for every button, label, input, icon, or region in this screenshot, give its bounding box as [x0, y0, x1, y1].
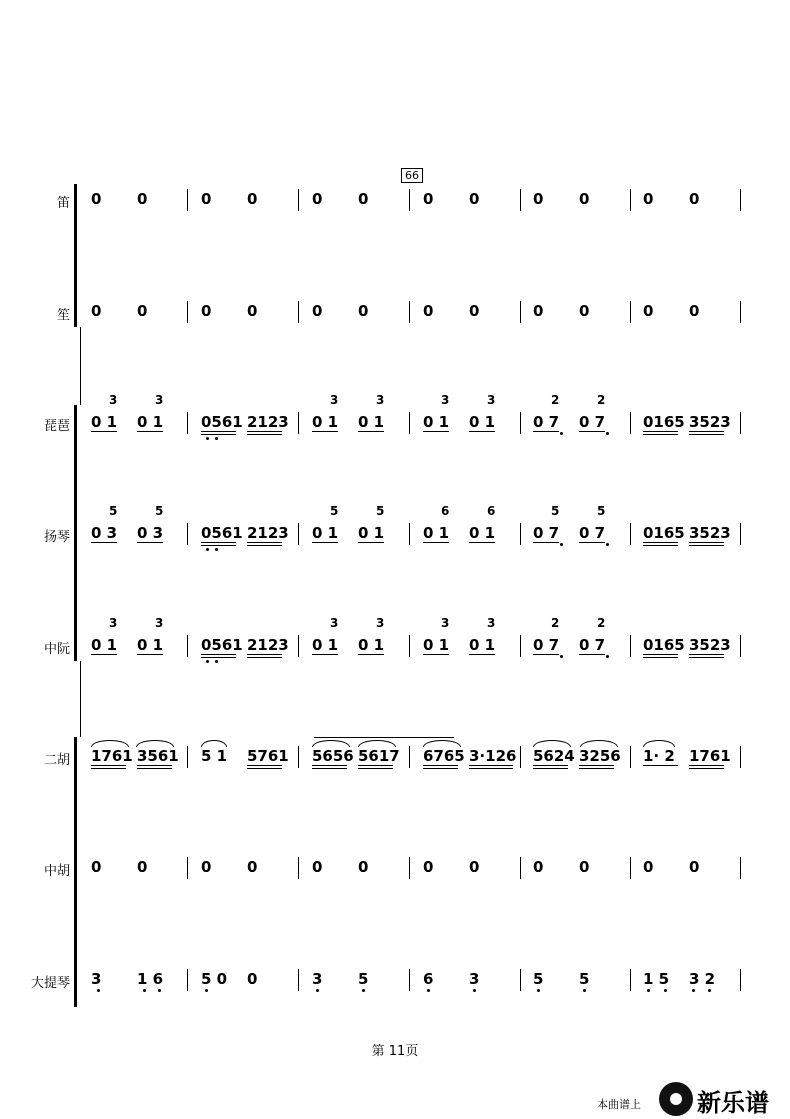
note-group: 0: [643, 190, 654, 208]
chord-upper-note: 6: [487, 504, 496, 518]
staff-label: 琵琶: [43, 419, 70, 434]
note-group: 1761: [689, 747, 731, 765]
note-group: 2123: [247, 413, 289, 431]
barline: [630, 857, 631, 879]
beam-line: [358, 654, 384, 655]
note-group: 0: [533, 190, 544, 208]
beam-line: [533, 431, 559, 432]
barline: [298, 746, 299, 768]
beam-line: [423, 765, 458, 766]
note-group: 3561: [137, 747, 179, 765]
barline: [520, 746, 521, 768]
note-group: 0 1: [469, 413, 496, 431]
note-group: 5: [358, 970, 369, 988]
note-group: 0: [91, 302, 102, 320]
note-group: 3523: [689, 413, 731, 431]
beam-line: [643, 545, 678, 546]
barline: [740, 635, 741, 657]
slur-mark: [201, 740, 227, 747]
barline: [187, 523, 188, 545]
note-group: 0: [423, 190, 434, 208]
note-group: 0 1: [91, 636, 118, 654]
octave-dot: [206, 548, 209, 551]
beam-line: [423, 768, 458, 769]
chord-upper-note: 5: [551, 504, 560, 518]
barline: [740, 969, 741, 991]
note-group: 0561: [201, 413, 243, 431]
barline: [187, 635, 188, 657]
barline: [520, 301, 521, 323]
beam-line: [247, 542, 282, 543]
beam-line: [469, 431, 495, 432]
staff-label: 大提琴: [30, 976, 70, 991]
note-group: 5656: [312, 747, 354, 765]
barline: [298, 523, 299, 545]
note-group: 5761: [247, 747, 289, 765]
barline: [630, 746, 631, 768]
octave-dot: [206, 660, 209, 663]
beam-line: [91, 542, 117, 543]
octave-dot: [206, 437, 209, 440]
slur-mark: [312, 740, 350, 747]
note-group: 0561: [201, 636, 243, 654]
beam-line: [312, 542, 338, 543]
note-group: 0 7: [533, 524, 560, 542]
note-group: 0 1: [423, 636, 450, 654]
beam-line: [312, 431, 338, 432]
beam-line: [689, 654, 724, 655]
note-group: 3: [469, 970, 480, 988]
barline: [520, 635, 521, 657]
barline: [409, 301, 410, 323]
octave-dot: [606, 655, 609, 658]
beam-line: [91, 654, 117, 655]
octave-dot: [215, 660, 218, 663]
note-group: 0: [312, 190, 323, 208]
system-bracket-line: [74, 737, 77, 1007]
octave-dot: [647, 989, 650, 992]
barline: [740, 301, 741, 323]
barline: [187, 857, 188, 879]
octave-dot: [708, 989, 711, 992]
barline: [298, 857, 299, 879]
note-group: 3523: [689, 524, 731, 542]
octave-dot: [158, 989, 161, 992]
note-group: 0: [533, 302, 544, 320]
note-group: 0 1: [423, 413, 450, 431]
note-group: 3: [91, 970, 102, 988]
chord-upper-note: 3: [330, 393, 339, 407]
beam-line: [423, 542, 449, 543]
chord-upper-note: 5: [597, 504, 606, 518]
beam-line: [423, 654, 449, 655]
note-group: 0 1: [469, 636, 496, 654]
chord-upper-note: 5: [109, 504, 118, 518]
note-group: 0 1: [423, 524, 450, 542]
beam-line: [689, 545, 724, 546]
note-group: 0: [247, 970, 258, 988]
note-group: 0: [469, 302, 480, 320]
chord-upper-note: 2: [597, 616, 606, 630]
barline: [298, 969, 299, 991]
note-group: 0 1: [358, 413, 385, 431]
barline: [740, 412, 741, 434]
note-group: 1· 2: [643, 747, 675, 765]
note-group: 0 3: [137, 524, 164, 542]
chord-upper-note: 3: [109, 616, 118, 630]
system-bracket-line: [80, 661, 81, 737]
barline: [409, 523, 410, 545]
note-group: 0: [579, 302, 590, 320]
beam-line: [201, 657, 236, 658]
note-group: 0: [469, 190, 480, 208]
barline: [187, 412, 188, 434]
slur-mark: [643, 740, 675, 747]
barline: [187, 301, 188, 323]
note-group: 0: [533, 858, 544, 876]
beam-line: [533, 654, 559, 655]
barline: [740, 189, 741, 211]
barline: [520, 857, 521, 879]
chord-upper-note: 3: [376, 616, 385, 630]
beam-line: [469, 654, 495, 655]
beam-line: [137, 542, 163, 543]
note-group: 0: [689, 858, 700, 876]
note-group: 0 1: [469, 524, 496, 542]
barline: [409, 857, 410, 879]
beam-line: [137, 431, 163, 432]
note-group: 3523: [689, 636, 731, 654]
beam-line: [201, 545, 236, 546]
note-group: 0: [643, 858, 654, 876]
chord-upper-note: 3: [441, 393, 450, 407]
beam-line: [247, 765, 282, 766]
chord-upper-note: 3: [487, 616, 496, 630]
beam-line: [643, 431, 678, 432]
note-group: 0 7: [533, 413, 560, 431]
beam-line: [91, 768, 126, 769]
beam-line: [137, 654, 163, 655]
note-group: 6: [423, 970, 434, 988]
note-group: 0 7: [579, 636, 606, 654]
note-group: 0: [689, 190, 700, 208]
beam-line: [201, 654, 236, 655]
octave-dot: [362, 989, 365, 992]
beam-line: [643, 434, 678, 435]
octave-dot: [664, 989, 667, 992]
note-group: 0: [423, 858, 434, 876]
note-group: 0: [358, 190, 369, 208]
note-group: 5624: [533, 747, 575, 765]
note-group: 0: [201, 302, 212, 320]
beam-line: [689, 768, 724, 769]
note-group: 0: [579, 190, 590, 208]
note-group: 0: [247, 858, 258, 876]
record-logo-icon: [659, 1082, 693, 1116]
barline: [409, 635, 410, 657]
note-group: 0: [358, 302, 369, 320]
page-number: 第 11页: [371, 1044, 419, 1059]
note-group: 0: [137, 190, 148, 208]
beam-line: [469, 768, 513, 769]
beam-line: [533, 768, 568, 769]
slur-mark: [580, 740, 618, 747]
beam-line: [247, 768, 282, 769]
slur-mark: [423, 740, 461, 747]
octave-dot: [606, 543, 609, 546]
beam-line: [312, 654, 338, 655]
note-group: 0: [423, 302, 434, 320]
beam-line: [137, 768, 172, 769]
chord-upper-note: 3: [376, 393, 385, 407]
staff-label: 笙: [56, 308, 70, 323]
barline: [409, 189, 410, 211]
note-group: 0 1: [137, 413, 164, 431]
beam-line: [358, 765, 393, 766]
staff-label: 笛: [56, 196, 70, 211]
chord-upper-note: 3: [330, 616, 339, 630]
octave-dot: [537, 989, 540, 992]
chord-upper-note: 2: [551, 616, 560, 630]
beam-line: [358, 542, 384, 543]
beam-line: [91, 765, 126, 766]
note-group: 0 7: [579, 524, 606, 542]
octave-dot: [560, 543, 563, 546]
note-group: 0 7: [533, 636, 560, 654]
note-group: 0: [689, 302, 700, 320]
barline: [520, 412, 521, 434]
note-group: 1 5: [643, 970, 670, 988]
beam-line: [247, 654, 282, 655]
note-group: 0 3: [91, 524, 118, 542]
note-group: 3·126: [469, 747, 517, 765]
note-group: 0: [91, 190, 102, 208]
note-group: 0: [312, 302, 323, 320]
barline: [740, 857, 741, 879]
note-group: 0: [579, 858, 590, 876]
note-group: 5 0: [201, 970, 228, 988]
beam-line: [247, 545, 282, 546]
chord-upper-note: 3: [155, 616, 164, 630]
chord-upper-note: 3: [109, 393, 118, 407]
staff-label: 扬琴: [43, 530, 70, 545]
note-group: 0 1: [312, 413, 339, 431]
beam-line: [312, 768, 347, 769]
staff-label: 中胡: [43, 864, 70, 879]
beam-line: [533, 765, 568, 766]
beam-line: [137, 765, 172, 766]
barline: [187, 189, 188, 211]
slur-mark: [91, 740, 129, 747]
barline: [520, 189, 521, 211]
chord-upper-note: 5: [376, 504, 385, 518]
beam-line: [312, 765, 347, 766]
beam-line: [247, 434, 282, 435]
system-bracket-line: [74, 405, 77, 661]
note-group: 0 1: [358, 524, 385, 542]
barline: [298, 189, 299, 211]
barline: [298, 412, 299, 434]
octave-dot: [143, 989, 146, 992]
note-group: 0: [201, 190, 212, 208]
note-group: 0 1: [312, 636, 339, 654]
barline: [630, 412, 631, 434]
octave-dot: [97, 989, 100, 992]
note-group: 0165: [643, 636, 685, 654]
beam-line: [469, 542, 495, 543]
brand-name: 新乐谱: [697, 1089, 769, 1117]
note-group: 0165: [643, 524, 685, 542]
barline: [520, 523, 521, 545]
chord-upper-note: 3: [441, 616, 450, 630]
barline: [630, 189, 631, 211]
note-group: 2123: [247, 636, 289, 654]
chord-upper-note: 3: [487, 393, 496, 407]
beam-line: [201, 434, 236, 435]
chord-upper-note: 6: [441, 504, 450, 518]
octave-dot: [583, 989, 586, 992]
note-group: 0 1: [91, 413, 118, 431]
slur-mark: [533, 740, 571, 747]
brand-prefix: 本曲谱上: [597, 1098, 641, 1111]
octave-dot: [215, 548, 218, 551]
note-group: 0: [643, 302, 654, 320]
octave-dot: [427, 989, 430, 992]
note-group: 0: [137, 858, 148, 876]
staff-label: 中阮: [43, 642, 70, 657]
note-group: 0561: [201, 524, 243, 542]
note-group: 5: [579, 970, 590, 988]
barline: [740, 746, 741, 768]
beam-line: [579, 431, 605, 432]
staff-label: 二胡: [43, 753, 70, 768]
note-group: 5: [533, 970, 544, 988]
note-group: 0 1: [312, 524, 339, 542]
system-bracket-line: [74, 184, 77, 327]
barline: [630, 523, 631, 545]
octave-dot: [473, 989, 476, 992]
note-group: 0 1: [358, 636, 385, 654]
barline: [298, 635, 299, 657]
note-group: 3256: [579, 747, 621, 765]
beam-line: [247, 657, 282, 658]
barline: [630, 969, 631, 991]
note-group: 5617: [358, 747, 400, 765]
note-group: 1761: [91, 747, 133, 765]
beam-line: [579, 765, 614, 766]
slur-mark: [358, 740, 396, 747]
beam-line: [201, 542, 236, 543]
note-group: 5 1: [201, 747, 228, 765]
note-group: 1 6: [137, 970, 164, 988]
chord-upper-note: 2: [597, 393, 606, 407]
beam-line: [358, 768, 393, 769]
note-group: 0: [358, 858, 369, 876]
beam-line: [643, 542, 678, 543]
barline: [630, 635, 631, 657]
barline: [409, 969, 410, 991]
beam-line: [689, 542, 724, 543]
beam-line: [533, 542, 559, 543]
beam-line: [579, 542, 605, 543]
beam-line: [689, 765, 724, 766]
beam-line: [423, 431, 449, 432]
barline: [740, 523, 741, 545]
chord-upper-note: 2: [551, 393, 560, 407]
octave-dot: [316, 989, 319, 992]
beam-line: [469, 765, 513, 766]
phrase-line: [314, 737, 454, 738]
octave-dot: [560, 655, 563, 658]
barline: [187, 746, 188, 768]
note-group: 0: [247, 302, 258, 320]
beam-line: [643, 765, 678, 766]
beam-line: [247, 431, 282, 432]
octave-dot: [215, 437, 218, 440]
rehearsal-mark: 66: [401, 168, 423, 183]
note-group: 0: [137, 302, 148, 320]
octave-dot: [560, 432, 563, 435]
barline: [409, 746, 410, 768]
note-group: 0: [469, 858, 480, 876]
beam-line: [91, 431, 117, 432]
slur-mark: [136, 740, 174, 747]
beam-line: [579, 768, 614, 769]
note-group: 3: [312, 970, 323, 988]
beam-line: [689, 657, 724, 658]
beam-line: [643, 654, 678, 655]
octave-dot: [606, 432, 609, 435]
beam-line: [201, 431, 236, 432]
barline: [520, 969, 521, 991]
note-group: 3 2: [689, 970, 716, 988]
barline: [630, 301, 631, 323]
beam-line: [643, 657, 678, 658]
beam-line: [358, 431, 384, 432]
barline: [187, 969, 188, 991]
beam-line: [689, 434, 724, 435]
chord-upper-note: 3: [155, 393, 164, 407]
note-group: 0 1: [137, 636, 164, 654]
note-group: 0: [312, 858, 323, 876]
octave-dot: [205, 989, 208, 992]
chord-upper-note: 5: [155, 504, 164, 518]
note-group: 0165: [643, 413, 685, 431]
note-group: 2123: [247, 524, 289, 542]
note-group: 0: [201, 858, 212, 876]
note-group: 6765: [423, 747, 465, 765]
system-bracket-line: [80, 327, 81, 405]
barline: [298, 301, 299, 323]
note-group: 0: [247, 190, 258, 208]
beam-line: [689, 431, 724, 432]
barline: [409, 412, 410, 434]
note-group: 0 7: [579, 413, 606, 431]
chord-upper-note: 5: [330, 504, 339, 518]
note-group: 0: [91, 858, 102, 876]
beam-line: [579, 654, 605, 655]
octave-dot: [692, 989, 695, 992]
